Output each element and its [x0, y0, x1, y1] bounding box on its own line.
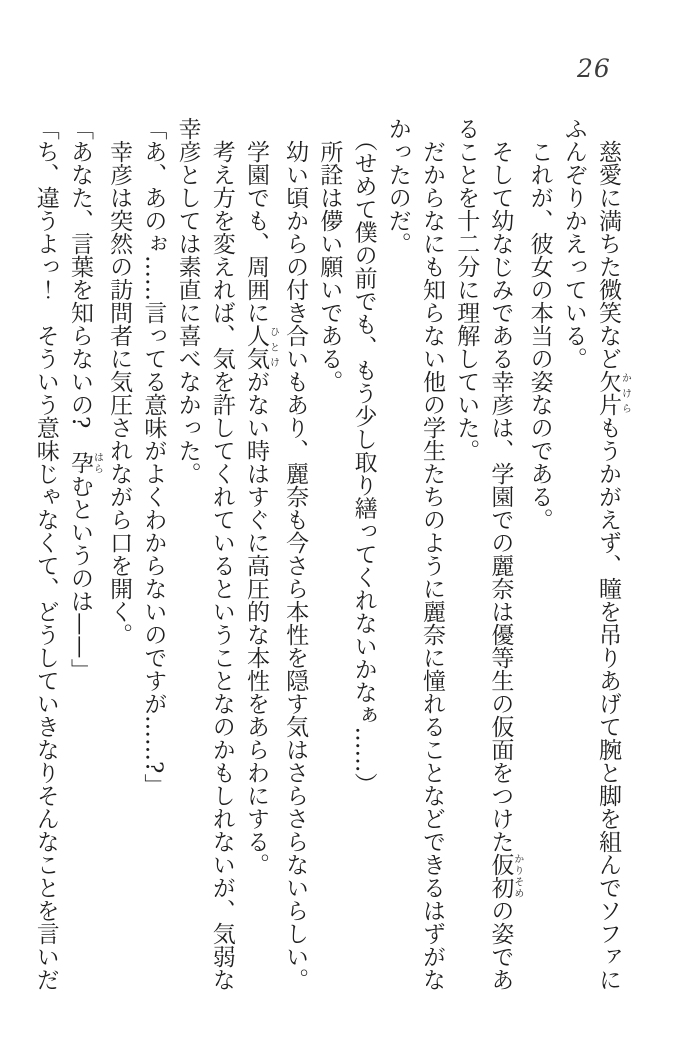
- text-column: だからなにも知らない他の学生たちのように麗奈に憧れることなどできるはずがな: [418, 117, 445, 991]
- text-column: 「あ、あのぉ……言ってる意味がよくわからないのですが……?」: [140, 117, 167, 797]
- text-column: 幸彦としては素直に喜べなかった。: [174, 117, 201, 485]
- ruby-annotated-word: 欠片かけら: [595, 370, 631, 416]
- text-column: 考え方を変えれば、気を許してくれているということなのかもしれないが、気弱な: [208, 117, 235, 991]
- text-column: ることを十二分に理解していた。: [453, 117, 480, 462]
- page-number: 26: [577, 54, 611, 83]
- ruby-annotated-word: 孕はら: [66, 451, 103, 475]
- text-column: 学園でも、周囲に人気ひとけがない時はすぐに高圧的な本性をあらわにする。: [242, 117, 279, 876]
- text-column: 「あなた、言葉を知らないの? 孕はらむというのは——」: [66, 117, 103, 682]
- text-columns: [29, 117, 630, 1009]
- text-column: 慈愛に満ちた微笑など欠片かけらもうかがえず、瞳を吊りあげて腕と脚を組んでソファに: [595, 117, 631, 991]
- text-column: 幸彦は突然の訪問者に気圧されながら口を開く。: [106, 117, 133, 646]
- text-column: 幼い頃からの付き合いもあり、麗奈も今さら本性を隠す気はさらさらないらしい。: [282, 117, 309, 991]
- ruby-annotated-word: 人気ひとけ: [242, 324, 279, 370]
- text-column: 所詮は儚い願いである。: [316, 117, 343, 393]
- text-column: これが、彼女の本当の姿なのである。: [526, 117, 553, 531]
- text-column: ふんぞりかえっている。: [560, 117, 587, 370]
- text-column: そして幼なじみである幸彦は、学園での麗奈は優等生の仮面をつけた仮初かりそめの姿であ: [487, 117, 523, 991]
- ruby-annotated-word: 仮初かりそめ: [487, 853, 523, 899]
- text-column: 「ち、違うよっ！ そういう意味じゃなくて、どうしていきなりそんなことを言いだ: [32, 117, 59, 991]
- text-column: かったのだ。: [384, 117, 411, 255]
- text-column: （せめて僕の前でも、もう少し取り繕ってくれないかなぁ……）: [350, 117, 377, 796]
